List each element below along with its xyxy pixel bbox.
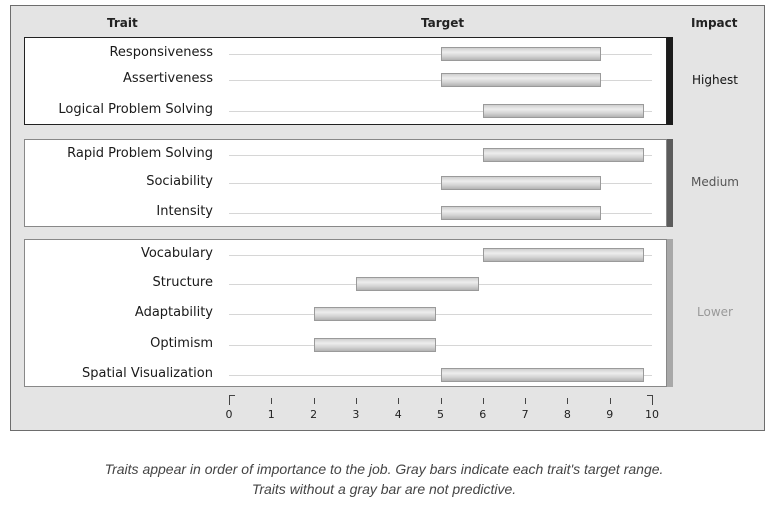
axis-tick	[356, 398, 357, 404]
axis-tick	[483, 398, 484, 404]
target-range-bar	[314, 307, 437, 321]
axis-tick-label: 2	[310, 408, 318, 421]
axis-tick-label: 10	[645, 408, 659, 421]
impact-column-header: Impact	[691, 16, 738, 30]
axis-tick	[398, 398, 399, 404]
caption-line-2: Traits without a gray bar are not predictive.	[251, 481, 517, 497]
trait-label: Optimism	[150, 336, 213, 351]
target-range-bar	[441, 47, 602, 61]
target-range-bar	[314, 338, 437, 352]
impact-indicator-highest	[667, 37, 673, 125]
axis-tick-label: 1	[267, 408, 275, 421]
axis-tick-label: 6	[479, 408, 487, 421]
axis-tick	[610, 398, 611, 404]
trait-label: Logical Problem Solving	[58, 102, 213, 117]
trait-label: Rapid Problem Solving	[67, 146, 213, 161]
trait-column-header: Trait	[107, 16, 138, 30]
target-range-bar	[483, 248, 644, 262]
trait-label: Adaptability	[134, 305, 213, 320]
impact-label-lower: Lower	[697, 305, 733, 319]
axis-tick-label: 5	[437, 408, 444, 421]
trait-label: Intensity	[156, 204, 213, 219]
axis-tick	[314, 398, 315, 404]
chart-caption	[0, 459, 768, 499]
trait-label: Assertiveness	[123, 71, 213, 86]
axis-tick-label: 4	[394, 408, 402, 421]
axis-tick	[525, 398, 526, 404]
trait-label: Structure	[152, 275, 213, 290]
impact-label-highest: Highest	[692, 73, 738, 87]
target-range-bar	[483, 104, 644, 118]
target-column-header: Target	[421, 16, 465, 30]
target-range-bar	[441, 368, 644, 382]
target-range-bar	[483, 148, 644, 162]
axis-start-bracket	[229, 395, 235, 405]
axis-tick-label: 9	[606, 408, 614, 421]
target-range-bar	[356, 277, 479, 291]
trait-label: Sociability	[146, 174, 213, 189]
trait-track-line	[229, 345, 652, 346]
axis-tick-label: 3	[352, 408, 360, 421]
caption-line-1: Traits appear in order of importance to the job. Gray bars indicate each trait's target range.	[104, 461, 664, 477]
target-range-bar	[441, 73, 602, 87]
impact-indicator-lower	[667, 239, 673, 387]
trait-chart-panel	[10, 5, 765, 431]
impact-label-medium: Medium	[691, 175, 739, 189]
trait-label: Spatial Visualization	[81, 366, 213, 381]
axis-tick	[441, 398, 442, 404]
target-range-bar	[441, 176, 602, 190]
axis-tick-label: 8	[563, 408, 571, 421]
target-range-bar	[441, 206, 602, 220]
trait-track-line	[229, 314, 652, 315]
axis-tick-label: 7	[521, 408, 529, 421]
axis-tick	[567, 398, 568, 404]
impact-indicator-medium	[667, 139, 673, 227]
trait-label: Vocabulary	[140, 246, 213, 261]
trait-label: Responsiveness	[109, 45, 213, 60]
axis-tick-label: 0	[225, 408, 233, 421]
axis-tick	[271, 398, 272, 404]
axis-end-bracket	[647, 395, 653, 405]
